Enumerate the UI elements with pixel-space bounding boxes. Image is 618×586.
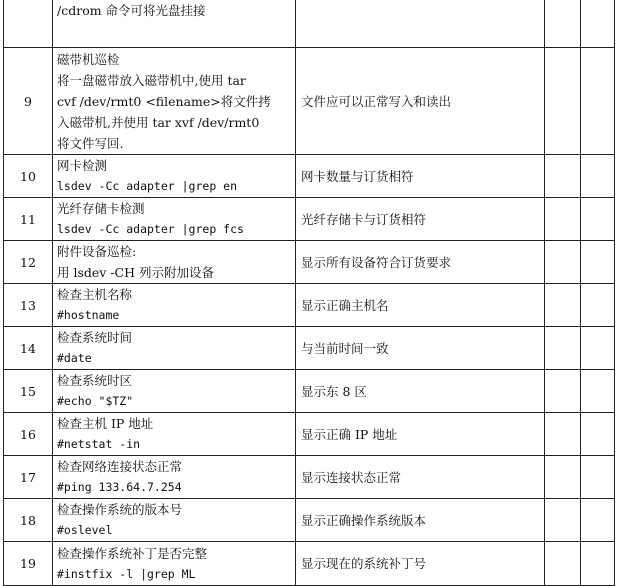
expected-result: 显示连接状态正常 [296,456,545,499]
command-line: #oslevel [57,523,113,537]
check-item [53,241,296,284]
check-item [53,0,296,48]
result-cell [545,370,581,413]
row-number [4,0,53,48]
remark-cell [581,327,615,370]
check-item-line: 检查操作系统补丁是否完整 [57,545,208,561]
check-item-line: 检查系统时间 [57,330,133,345]
command-line: lsdev -Cc adapter |grep fcs [57,222,244,236]
expected-result: 显示现在的系统补丁号 [296,542,545,586]
table-row [4,327,615,370]
remark-cell [581,370,615,413]
expected-result: 文件应可以正常写入和读出 [296,48,545,155]
result-cell [545,241,581,284]
check-item-line: 检查主机名称 [57,287,133,302]
result-cell [545,413,581,456]
table-row [4,155,615,198]
table-row [4,499,615,542]
check-item-line: 光纤存储卡检测 [57,201,145,216]
command-line: #echo "$TZ" [57,394,134,408]
check-item-line: cvf /dev/rmt0 <filename>将文件拷 [57,93,271,109]
expected-result: 网卡数量与订货相符 [296,155,545,198]
command-line: #instfix -l |grep ML [57,566,196,581]
table-row [4,48,615,155]
check-item-line: 将一盘磁带放入磁带机中,使用 tar [57,72,246,88]
remark-cell [581,284,615,327]
table-row [4,456,615,499]
expected-result: 显示正确主机名 [296,284,545,327]
result-cell [545,198,581,241]
expected-result: 显示所有设备符合订货要求 [296,241,545,284]
expected-result: 显示正确 IP 地址 [296,413,545,456]
table-row [4,284,615,327]
check-item-line: 附件设备巡检: [57,244,137,259]
check-item [53,48,296,155]
command-line: #date [57,351,92,365]
check-item-line: 磁带机巡检 [57,51,120,67]
table-row [4,0,615,48]
row-number: 15 [4,370,53,413]
table-row [4,542,615,586]
check-item [53,542,296,586]
check-item-line: 检查网络连接状态正常 [57,459,183,474]
command-line: lsdev -Cc adapter |grep en [57,179,238,193]
table-row [4,413,615,456]
row-number: 19 [4,542,53,586]
row-number: 14 [4,327,53,370]
remark-cell [581,542,615,586]
result-cell [545,542,581,586]
check-item [53,370,296,413]
check-item [53,155,296,198]
row-number: 10 [4,155,53,198]
command-line: #hostname [57,308,120,322]
check-item [53,284,296,327]
command-line: #netstat -in [57,437,141,451]
table-row [4,241,615,284]
result-cell [545,284,581,327]
check-item-line: 检查主机 IP 地址 [57,416,154,431]
expected-result: 光纤存储卡与订货相符 [296,198,545,241]
expected-result: 显示东 8 区 [296,370,545,413]
remark-cell [581,155,615,198]
row-number: 11 [4,198,53,241]
remark-cell [581,198,615,241]
expected-result: 与当前时间一致 [296,327,545,370]
remark-cell [581,48,615,155]
result-cell [545,155,581,198]
row-number: 18 [4,499,53,542]
remark-cell [581,413,615,456]
result-cell [545,48,581,155]
expected-result: 显示正确操作系统版本 [296,499,545,542]
expected-result [296,0,545,48]
remark-cell [581,241,615,284]
check-item [53,327,296,370]
check-item-line: /cdrom 命令可将光盘挂接 [57,3,206,18]
command-line: #ping 133.64.7.254 [57,480,182,494]
check-item [53,198,296,241]
result-cell [545,0,581,48]
remark-cell [581,499,615,542]
check-item-line: 入磁带机,并使用 tar xvf /dev/rmt0 [57,114,260,130]
row-number: 16 [4,413,53,456]
remark-cell [581,456,615,499]
check-item [53,413,296,456]
row-number: 12 [4,241,53,284]
check-item-line: 检查系统时区 [57,373,133,388]
inspection-table [3,0,615,586]
check-item [53,499,296,542]
check-item-line: 将文件写回. [57,135,124,151]
check-item-line: 用 lsdev -CH 列示附加设备 [57,265,214,280]
table-row [4,198,615,241]
row-number: 17 [4,456,53,499]
result-cell [545,327,581,370]
row-number: 13 [4,284,53,327]
remark-cell [581,0,615,48]
check-item-line: 检查操作系统的版本号 [57,502,183,517]
table-row [4,370,615,413]
result-cell [545,499,581,542]
result-cell [545,456,581,499]
check-item [53,456,296,499]
check-item-line: 网卡检测 [57,158,108,173]
row-number: 9 [4,48,53,155]
